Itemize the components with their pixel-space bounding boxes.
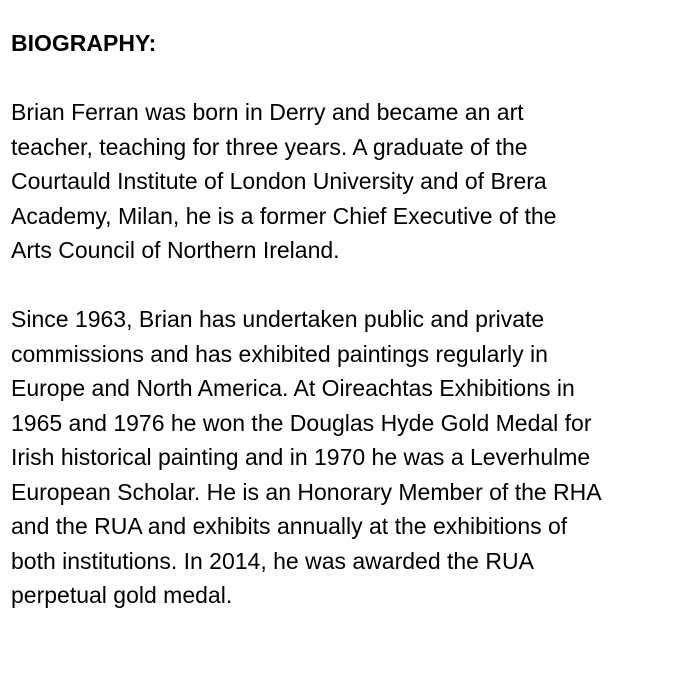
biography-heading: BIOGRAPHY: [11, 30, 157, 56]
biography-document [11, 26, 691, 613]
biography-paragraph-early-career: Brian Ferran was born in Derry and became an art teacher, teaching for three years. A graduate of the Courtauld Institute of London University and of Brera Academy, Milan, he is a former Chief Executive of the Arts Council of Northern Ireland. [11, 99, 557, 263]
biography-paragraph-commissions-awards: Since 1963, Brian has undertaken public and private commissions and has exhibited paintings regularly in Europe and North America. At Oireachtas Exhibitions in 1965 and 1976 he won the Douglas Hyde Gold Medal for Irish historical painting and in 1970 he was a Leverhulme European Scholar. He is an Honorary Member of the RHA and the RUA and exhibits annually at the exhibitions of both institutions. In 2014, he was awarded the RUA perpetual gold medal. [11, 306, 602, 608]
